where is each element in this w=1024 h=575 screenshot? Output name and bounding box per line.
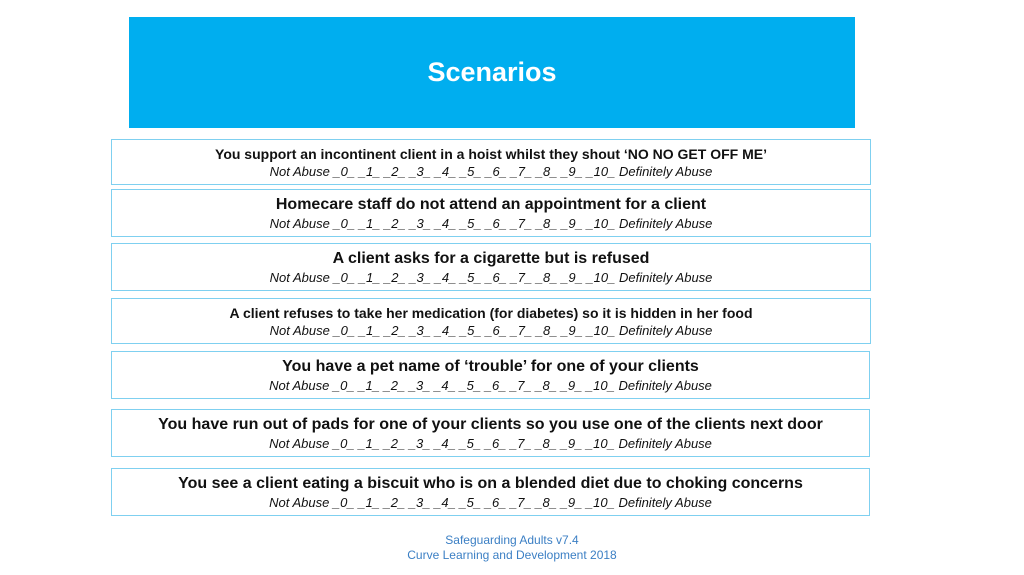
abuse-scale: Not Abuse _0_ _1_ _2_ _3_ _4_ _5_ _6_ _7_ _8_ _9_ _10_ Definitely Abuse: [269, 377, 712, 393]
abuse-scale: Not Abuse _0_ _1_ _2_ _3_ _4_ _5_ _6_ _7_ _8_ _9_ _10_ Definitely Abuse: [269, 215, 713, 231]
abuse-scale: Not Abuse _0_ _1_ _2_ _3_ _4_ _5_ _6_ _7_ _8_ _9_ _10_ Definitely Abuse: [269, 322, 713, 338]
scenario-box-2: [111, 189, 871, 237]
scenario-box-6: [111, 409, 870, 457]
scenario-box-5: [111, 351, 870, 399]
scenario-text: Homecare staff do not attend an appointment for a client: [275, 195, 707, 213]
footer: [0, 533, 1024, 563]
scenario-text: You see a client eating a biscuit who is on a blended diet due to choking concerns: [178, 474, 803, 492]
scenario-text: A client refuses to take her medication (for diabetes) so it is hidden in her food: [229, 304, 753, 321]
scenario-text: You have a pet name of ‘trouble’ for one of your clients: [282, 357, 699, 375]
scenario-text: You have run out of pads for one of your clients so you use one of the clients next door: [158, 415, 823, 433]
title-banner: [129, 17, 855, 128]
scenario-box-7: [111, 468, 870, 516]
abuse-scale: Not Abuse _0_ _1_ _2_ _3_ _4_ _5_ _6_ _7_ _8_ _9_ _10_ Definitely Abuse: [269, 494, 712, 510]
scenario-text: You support an incontinent client in a hoist whilst they shout ‘NO NO GET OFF ME’: [215, 145, 767, 162]
scenario-box-3: [111, 243, 871, 291]
footer-version: Safeguarding Adults v7.4: [445, 533, 579, 547]
page-title: Scenarios: [427, 57, 557, 87]
scenario-box-1: [111, 139, 871, 185]
scenario-box-4: [111, 298, 871, 344]
abuse-scale: Not Abuse _0_ _1_ _2_ _3_ _4_ _5_ _6_ _7_ _8_ _9_ _10_ Definitely Abuse: [269, 269, 713, 285]
scenario-text: A client asks for a cigarette but is refused: [332, 249, 650, 267]
footer-copyright: Curve Learning and Development 2018: [407, 548, 617, 562]
abuse-scale: Not Abuse _0_ _1_ _2_ _3_ _4_ _5_ _6_ _7_ _8_ _9_ _10_ Definitely Abuse: [269, 163, 713, 179]
abuse-scale: Not Abuse _0_ _1_ _2_ _3_ _4_ _5_ _6_ _7_ _8_ _9_ _10_ Definitely Abuse: [269, 435, 712, 451]
